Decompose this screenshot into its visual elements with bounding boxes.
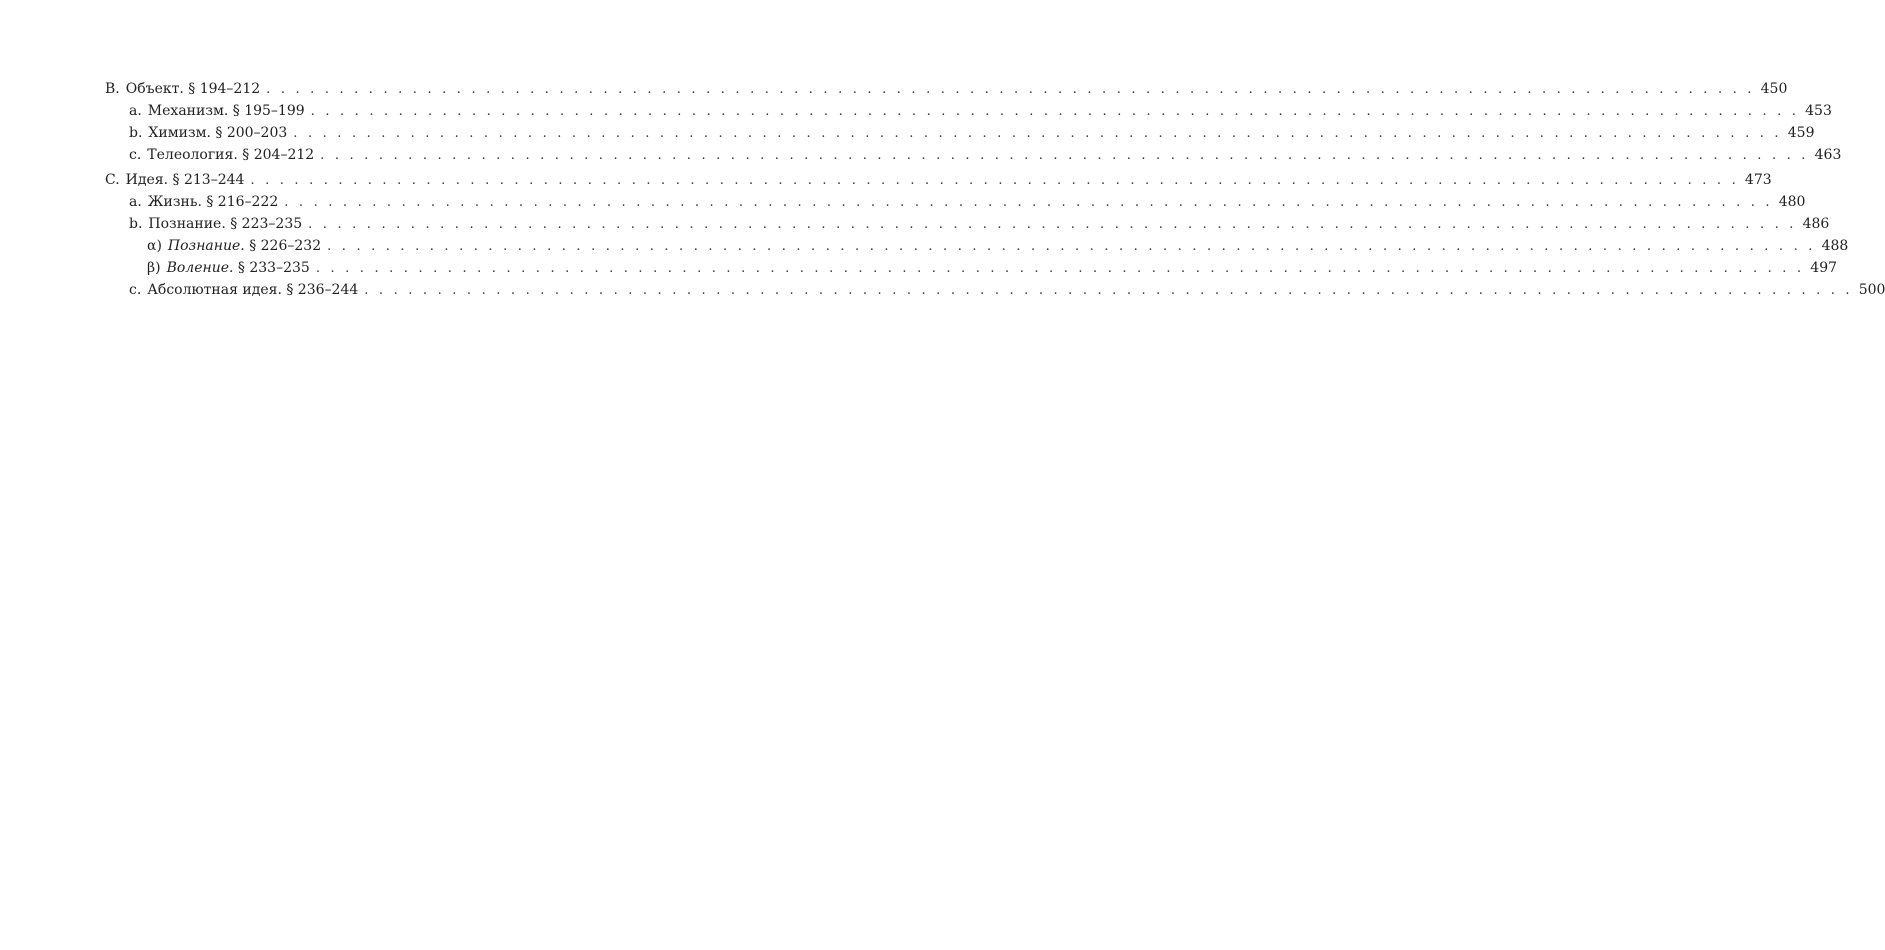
toc-entry-page: 497 — [1810, 260, 1838, 276]
leader-dots: . . . . . . . . . . . . . . . . . . . . . . . . . . . . . . . . . . . . . . . . . . . . . . . . . . . . . . . . . . . . . . . . . . . . . . . . . . . . . . . . . . . . . . . . . . . . . . . . . . . . . . — [308, 217, 1797, 232]
toc-entry-title — [129, 144, 314, 166]
toc-entry-page: 463 — [1814, 147, 1842, 163]
toc-entry-marker: c. — [129, 147, 142, 163]
leader-dots: . . . . . . . . . . . . . . . . . . . . . . . . . . . . . . . . . . . . . . . . . . . . . . . . . . . . . . . . . . . . . . . . . . . . . . . . . . . . . . . . . . . . . . . . . . . . . . . . . . . . . . — [284, 195, 1773, 210]
toc-entry-page: 453 — [1805, 103, 1832, 119]
toc-entry-marker: a. — [129, 194, 142, 210]
leader-dots: . . . . . . . . . . . . . . . . . . . . . . . . . . . . . . . . . . . . . . . . . . . . . . . . . . . . . . . . . . . . . . . . . . . . . . . . . . . . . . . . . . . . . . . . . . . . . . . . . . . . . . — [250, 173, 1739, 188]
toc-entry-cognition[interactable] — [105, 213, 1830, 235]
leader-dots: . . . . . . . . . . . . . . . . . . . . . . . . . . . . . . . . . . . . . . . . . . . . . . . . . . . . . . . . . . . . . . . . . . . . . . . . . . . . . . . . . . . . . . . . . . . . . . . . . . . . . . — [315, 261, 1805, 276]
toc-entry-page: 480 — [1778, 194, 1806, 210]
toc-entry-chemism[interactable] — [105, 122, 1815, 144]
toc-entry-page: 486 — [1802, 216, 1830, 232]
toc-entry-range: § 194–212 — [188, 81, 261, 97]
leader-dots: . . . . . . . . . . . . . . . . . . . . . . . . . . . . . . . . . . . . . . . . . . . . . . . . . . . . . . . . . . . . . . . . . . . . . . . . . . . . . . . . . . . . . . . . . . . . . . . . . . . . . . — [266, 82, 1755, 97]
toc-entry-marker: α) — [147, 238, 162, 254]
toc-entry-marker: C. — [105, 172, 120, 188]
toc-entry-object[interactable] — [105, 78, 1788, 100]
toc-entry-page: 473 — [1744, 172, 1772, 188]
toc-entry-title — [129, 191, 278, 213]
table-of-contents — [105, 78, 1885, 301]
toc-entry-name: Жизнь. — [147, 194, 202, 210]
toc-entry-name: Познание. — [148, 216, 226, 232]
toc-entry-range: § 223–235 — [230, 216, 303, 232]
toc-entry-title — [147, 235, 321, 257]
leader-dots: . . . . . . . . . . . . . . . . . . . . . . . . . . . . . . . . . . . . . . . . . . . . . . . . . . . . . . . . . . . . . . . . . . . . . . . . . . . . . . . . . . . . . . . . . . . . . . . . . . . . . . — [327, 239, 1816, 254]
toc-entry-range: § 233–235 — [237, 260, 310, 276]
toc-entry-title — [129, 279, 358, 301]
toc-entry-life[interactable] — [105, 191, 1806, 213]
toc-entry-idea[interactable] — [105, 169, 1772, 191]
toc-entry-title — [129, 122, 287, 144]
leader-dots: . . . . . . . . . . . . . . . . . . . . . . . . . . . . . . . . . . . . . . . . . . . . . . . . . . . . . . . . . . . . . . . . . . . . . . . . . . . . . . . . . . . . . . . . . . . . . . . . . . . . . . — [310, 104, 1800, 119]
toc-entry-title — [105, 169, 244, 191]
toc-entry-name: Телеология. — [147, 147, 238, 163]
toc-entry-range: § 216–222 — [206, 194, 279, 210]
toc-entry-name: Воление. — [166, 260, 234, 276]
toc-entry-name: Абсолютная идея. — [147, 282, 282, 298]
toc-entry-range: § 213–244 — [172, 172, 245, 188]
toc-entry-teleology[interactable] — [105, 144, 1842, 166]
toc-entry-title — [147, 257, 310, 279]
toc-entry-page: 459 — [1787, 125, 1815, 141]
toc-entry-range: § 195–199 — [232, 103, 305, 119]
toc-entry-page: 450 — [1760, 81, 1788, 97]
leader-dots: . . . . . . . . . . . . . . . . . . . . . . . . . . . . . . . . . . . . . . . . . . . . . . . . . . . . . . . . . . . . . . . . . . . . . . . . . . . . . . . . . . . . . . . . . . . . . . . . . . . . . . — [320, 148, 1809, 163]
toc-entry-name: Идея. — [125, 172, 169, 188]
toc-entry-name: Химизм. — [148, 125, 211, 141]
toc-entry-marker: B. — [105, 81, 120, 97]
toc-entry-absolute-idea[interactable] — [105, 279, 1885, 301]
toc-entry-page: 500 — [1858, 282, 1885, 298]
toc-entry-name: Познание. — [167, 238, 245, 254]
toc-entry-title — [105, 78, 260, 100]
toc-entry-name: Механизм. — [147, 103, 229, 119]
toc-entry-marker: b. — [129, 125, 143, 141]
toc-entry-range: § 200–203 — [215, 125, 288, 141]
toc-entry-range: § 236–244 — [286, 282, 359, 298]
toc-entry-page: 488 — [1821, 238, 1849, 254]
toc-entry-mechanism[interactable] — [105, 100, 1832, 122]
leader-dots: . . . . . . . . . . . . . . . . . . . . . . . . . . . . . . . . . . . . . . . . . . . . . . . . . . . . . . . . . . . . . . . . . . . . . . . . . . . . . . . . . . . . . . . . . . . . . . . . . . . . . . — [364, 283, 1853, 298]
toc-entry-cognition-alpha[interactable] — [105, 235, 1849, 257]
toc-entry-range: § 226–232 — [249, 238, 322, 254]
toc-entry-name: Объект. — [125, 81, 184, 97]
toc-entry-marker: c. — [129, 282, 142, 298]
toc-entry-marker: b. — [129, 216, 143, 232]
toc-entry-marker: β) — [147, 260, 161, 276]
toc-entry-title — [129, 100, 305, 122]
toc-entry-marker: a. — [129, 103, 142, 119]
leader-dots: . . . . . . . . . . . . . . . . . . . . . . . . . . . . . . . . . . . . . . . . . . . . . . . . . . . . . . . . . . . . . . . . . . . . . . . . . . . . . . . . . . . . . . . . . . . . . . . . . . . . . . — [293, 126, 1782, 141]
toc-entry-title — [129, 213, 302, 235]
toc-entry-range: § 204–212 — [242, 147, 315, 163]
toc-entry-volition-beta[interactable] — [105, 257, 1838, 279]
